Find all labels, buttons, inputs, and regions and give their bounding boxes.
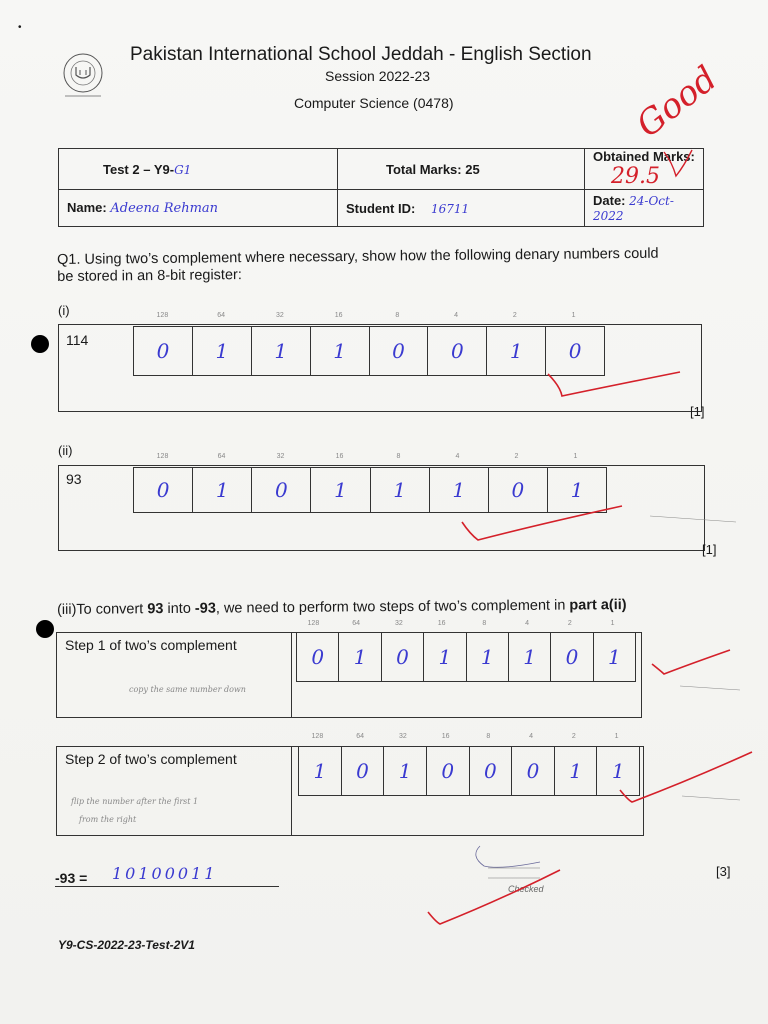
step2-register — [298, 746, 640, 796]
bit-cell: 0 — [470, 747, 513, 795]
bit-cell: 0 — [342, 747, 385, 795]
name-cell — [59, 190, 338, 227]
bit-cell: 0 — [252, 468, 311, 512]
step-divider — [291, 747, 292, 835]
bit-cell: 0 — [568, 339, 582, 363]
step2-label: Step 2 of two’s complement — [65, 751, 237, 767]
bit-cell: 1 — [371, 468, 430, 512]
bit-cell: 1 — [424, 633, 466, 681]
bullet-marker — [31, 335, 49, 353]
footer-code: Y9-CS-2022-23-Test-2V1 — [58, 938, 195, 952]
q1-text: Q1. Using two’s complement where necessary, show how the following denary numbers could be stored in an 8-bit register: — [57, 245, 659, 285]
part-i-number: 114 — [66, 332, 89, 348]
bit-cell: 1 — [252, 327, 311, 375]
weight-label: 128 — [156, 453, 169, 460]
bit-cell: 1 — [555, 747, 598, 795]
weight-label: 128 — [307, 620, 320, 627]
part-i-marks: [1] — [690, 404, 705, 419]
bit-cell: 0 — [427, 747, 470, 795]
answer-label: -93 = — [55, 870, 88, 886]
bit-cell: 0 — [428, 327, 487, 375]
step2-weights — [296, 733, 638, 740]
bit-cell: 0 — [512, 747, 555, 795]
bit-cell: 1 — [570, 478, 584, 502]
weight-label: 64 — [356, 733, 365, 740]
checked-note: Checked — [508, 884, 544, 894]
subject: Computer Science (0478) — [294, 95, 454, 111]
bit-cell: 0 — [297, 633, 339, 681]
date-label: Date: — [593, 193, 626, 208]
part-ii-label: (ii) — [58, 443, 73, 458]
id-value: 16711 — [430, 201, 470, 216]
school-logo-icon — [55, 50, 111, 100]
part-iii-n2: -93 — [194, 600, 216, 617]
bit-cell: 1 — [193, 468, 252, 512]
stray-mark: • — [18, 22, 22, 33]
bit-cell: 1 — [384, 747, 427, 795]
part-iii-post: , we need to perform two steps of two’s complement in — [215, 597, 570, 617]
part-iii-ref: part a(ii) — [569, 597, 627, 614]
bit-cell: 0 — [134, 327, 193, 375]
weight-label: 2 — [571, 733, 576, 740]
bit-cell: 1 — [611, 759, 625, 783]
name-value: Adeena Rehman — [110, 201, 219, 216]
weight-label: 64 — [217, 312, 226, 319]
pencil-working — [488, 868, 540, 878]
bit-cell: 1 — [430, 468, 489, 512]
teacher-remark: Good — [629, 58, 725, 146]
step1-label: Step 1 of two’s complement — [65, 637, 237, 653]
weight-label: 2 — [567, 620, 572, 627]
id-cell — [338, 190, 585, 227]
part-i-weights — [133, 312, 603, 319]
part-ii-number: 93 — [66, 471, 82, 487]
bit-cell: 1 — [467, 633, 509, 681]
part-iii-text — [57, 597, 627, 618]
weight-label: 2 — [512, 312, 517, 319]
weight-label: 16 — [335, 453, 344, 460]
bit-cell: 0 — [489, 468, 548, 512]
part-i-register — [133, 326, 605, 376]
school-name: Pakistan International School Jeddah - English Section — [130, 44, 592, 65]
part-iii-n1: 93 — [147, 601, 164, 618]
part-ii-weights — [133, 453, 605, 460]
weight-label: 4 — [455, 453, 460, 460]
part-iii-marks: [3] — [716, 864, 731, 879]
weight-label: 16 — [334, 312, 343, 319]
part-i-label: (i) — [58, 303, 70, 318]
answer-underline — [55, 886, 279, 887]
bit-cell: 1 — [487, 327, 546, 375]
bit-cell: 0 — [134, 468, 193, 512]
bit-cell: 1 — [299, 747, 342, 795]
weight-label: 32 — [394, 620, 403, 627]
weight-label: 8 — [396, 453, 401, 460]
info-table — [58, 148, 704, 227]
weight-label: 1 — [573, 453, 578, 460]
test-label: Test 2 – Y9- — [103, 161, 175, 177]
id-label: Student ID: — [346, 200, 416, 216]
weight-label: 128 — [156, 312, 169, 319]
weight-label: 1 — [610, 620, 615, 627]
test-cell — [59, 149, 338, 190]
date-value: 24-Oct-2022 — [593, 194, 674, 223]
part-iii-pre: (iii)To convert — [57, 601, 148, 618]
bullet-marker — [36, 620, 54, 638]
bit-cell: 1 — [339, 633, 381, 681]
weight-label: 16 — [437, 620, 446, 627]
step2-note-line1: flip the number after the first 1 — [71, 797, 199, 806]
pencil-working — [476, 846, 540, 867]
total-marks: Total Marks: 25 — [338, 149, 585, 190]
test-class: G1 — [174, 162, 192, 177]
part-ii-register — [133, 467, 607, 513]
obtained-value: 29.5 — [611, 164, 660, 189]
name-label: Name: — [67, 200, 107, 215]
weight-label: 1 — [614, 733, 619, 740]
weight-label: 1 — [571, 312, 576, 319]
weight-label: 16 — [441, 733, 450, 740]
answer-value: 10100011 — [112, 864, 218, 883]
weight-label: 4 — [454, 312, 459, 319]
bit-cell: 1 — [607, 645, 621, 669]
weight-label: 8 — [486, 733, 491, 740]
weight-label: 4 — [525, 620, 530, 627]
weight-label: 4 — [529, 733, 534, 740]
bit-cell: 0 — [551, 633, 593, 681]
date-cell — [585, 190, 704, 227]
bit-cell: 0 — [370, 327, 429, 375]
step-divider — [291, 633, 292, 717]
bit-cell: 1 — [311, 327, 370, 375]
weight-label: 64 — [217, 453, 226, 460]
weight-label: 8 — [482, 620, 487, 627]
weight-label: 32 — [398, 733, 407, 740]
session: Session 2022-23 — [325, 68, 431, 84]
weight-label: 64 — [352, 620, 361, 627]
pencil-working — [650, 516, 740, 800]
weight-label: 32 — [275, 312, 284, 319]
part-ii-marks: [1] — [702, 542, 717, 557]
bit-cell: 0 — [382, 633, 424, 681]
bit-cell: 1 — [509, 633, 551, 681]
obtained-cell — [585, 149, 704, 190]
bit-cell: 1 — [193, 327, 252, 375]
weight-label: 128 — [311, 733, 324, 740]
obtained-label: Obtained Marks: — [593, 149, 695, 164]
step1-weights — [292, 620, 634, 627]
step1-register — [296, 632, 636, 682]
weight-label: 32 — [276, 453, 285, 460]
step1-note: copy the same number down — [129, 685, 246, 694]
step2-note-line2: from the right — [79, 815, 137, 824]
weight-label: 8 — [395, 312, 400, 319]
tick-icon — [428, 870, 560, 924]
part-iii-mid: into — [163, 600, 195, 618]
bit-cell: 1 — [311, 468, 370, 512]
weight-label: 2 — [514, 453, 519, 460]
tick-icon — [652, 650, 730, 674]
